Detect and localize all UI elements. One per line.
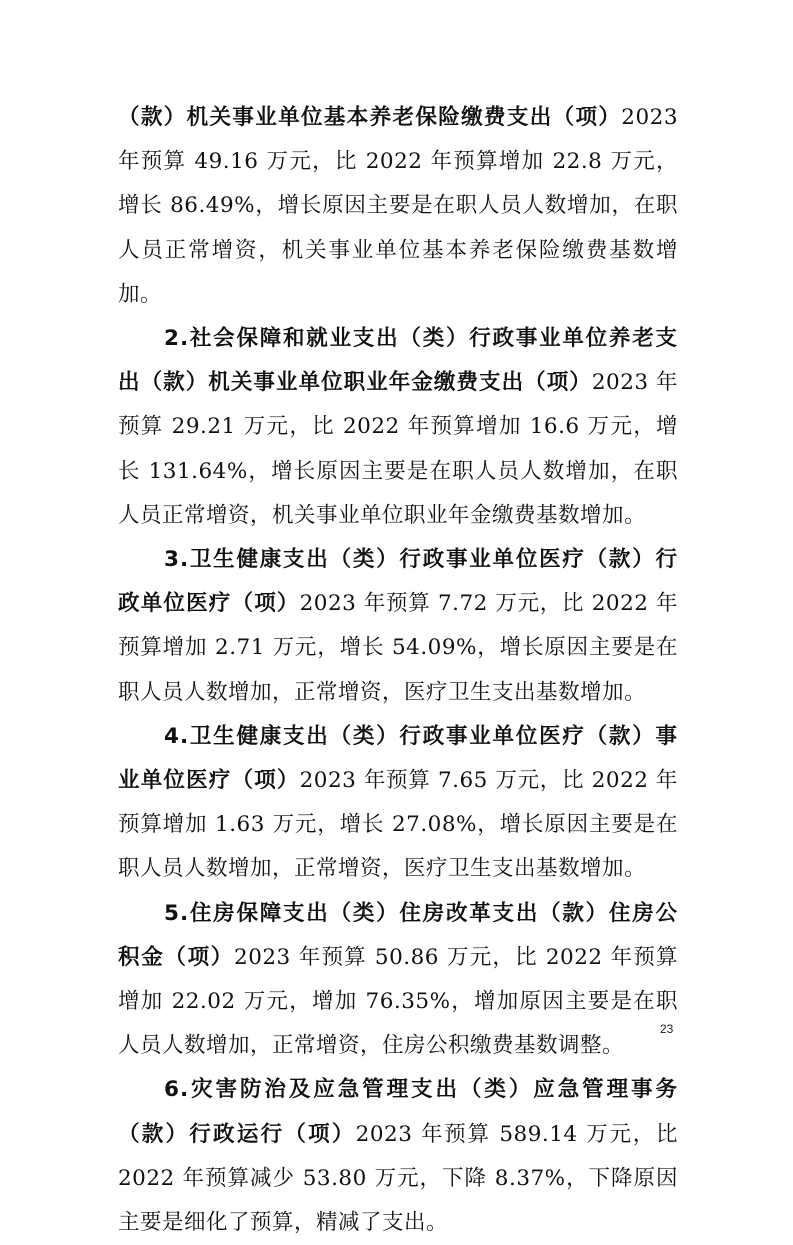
paragraph-heading: 2.社会保障和就业支出（类）行政事业单位养老支出（款）机关事业单位职业年金缴费支出（项） <box>118 326 678 396</box>
paragraph-text: 2023 年预算 589.14 万元，比 2022 年预算减少 53.80 万元，下降 8.37%，下降原因主要是细化了预算，精减了支出。 <box>118 1121 678 1236</box>
page-number: 23 <box>660 1022 674 1036</box>
paragraph-occupational-annuity <box>118 317 678 538</box>
paragraph-text: 2023 年预算 7.72 万元，比 2022 年预算增加 2.71 万元，增长 54.09%，增长原因主要是在职人员人数增加，正常增资，医疗卫生支出基数增加。 <box>118 591 678 705</box>
paragraph-emergency-management <box>118 1068 678 1245</box>
paragraph-heading: 3.卫生健康支出（类）行政事业单位医疗（款）行政单位医疗（项） <box>118 547 678 617</box>
paragraph-text: 2023 年预算 29.21 万元，比 2022 年预算增加 16.6 万元，增长 131.64%，增长原因主要是在职人员人数增加，在职人员正常增资，机关事业单位职业年金缴费基数增加。 <box>118 370 678 528</box>
paragraph-pension-insurance <box>118 96 678 317</box>
paragraph-admin-medical <box>118 538 678 715</box>
paragraph-text: 2023 年预算 7.65 万元，比 2022 年预算增加 1.63 万元，增长 27.08%，增长原因主要是在职人员人数增加，正常增资，医疗卫生支出基数增加。 <box>118 768 678 882</box>
paragraph-heading: 5.住房保障支出（类）住房改革支出（款）住房公积金（项） <box>118 900 678 970</box>
paragraph-heading: 6.灾害防治及应急管理支出（类）应急管理事务（款）行政运行（项） <box>118 1077 678 1147</box>
paragraph-public-institution-medical <box>118 715 678 892</box>
paragraph-housing-fund <box>118 892 678 1069</box>
paragraph-heading: （款）机关事业单位基本养老保险缴费支出（项） <box>118 105 622 130</box>
paragraph-text: 2023 年预算 49.16 万元，比 2022 年预算增加 22.8 万元，增长 86.49%，增长原因主要是在职人员人数增加，在职人员正常增资，机关事业单位基本养老保险缴费基数增加。 <box>118 105 678 307</box>
paragraph-heading: 4.卫生健康支出（类）行政事业单位医疗（款）事业单位医疗（项） <box>118 723 678 794</box>
document-body <box>118 96 678 1245</box>
paragraph-text: 2023 年预算 50.86 万元，比 2022 年预算增加 22.02 万元，增加 76.35%，增加原因主要是在职人员人数增加，正常增资，住房公积缴费基数调整。 <box>118 944 678 1059</box>
